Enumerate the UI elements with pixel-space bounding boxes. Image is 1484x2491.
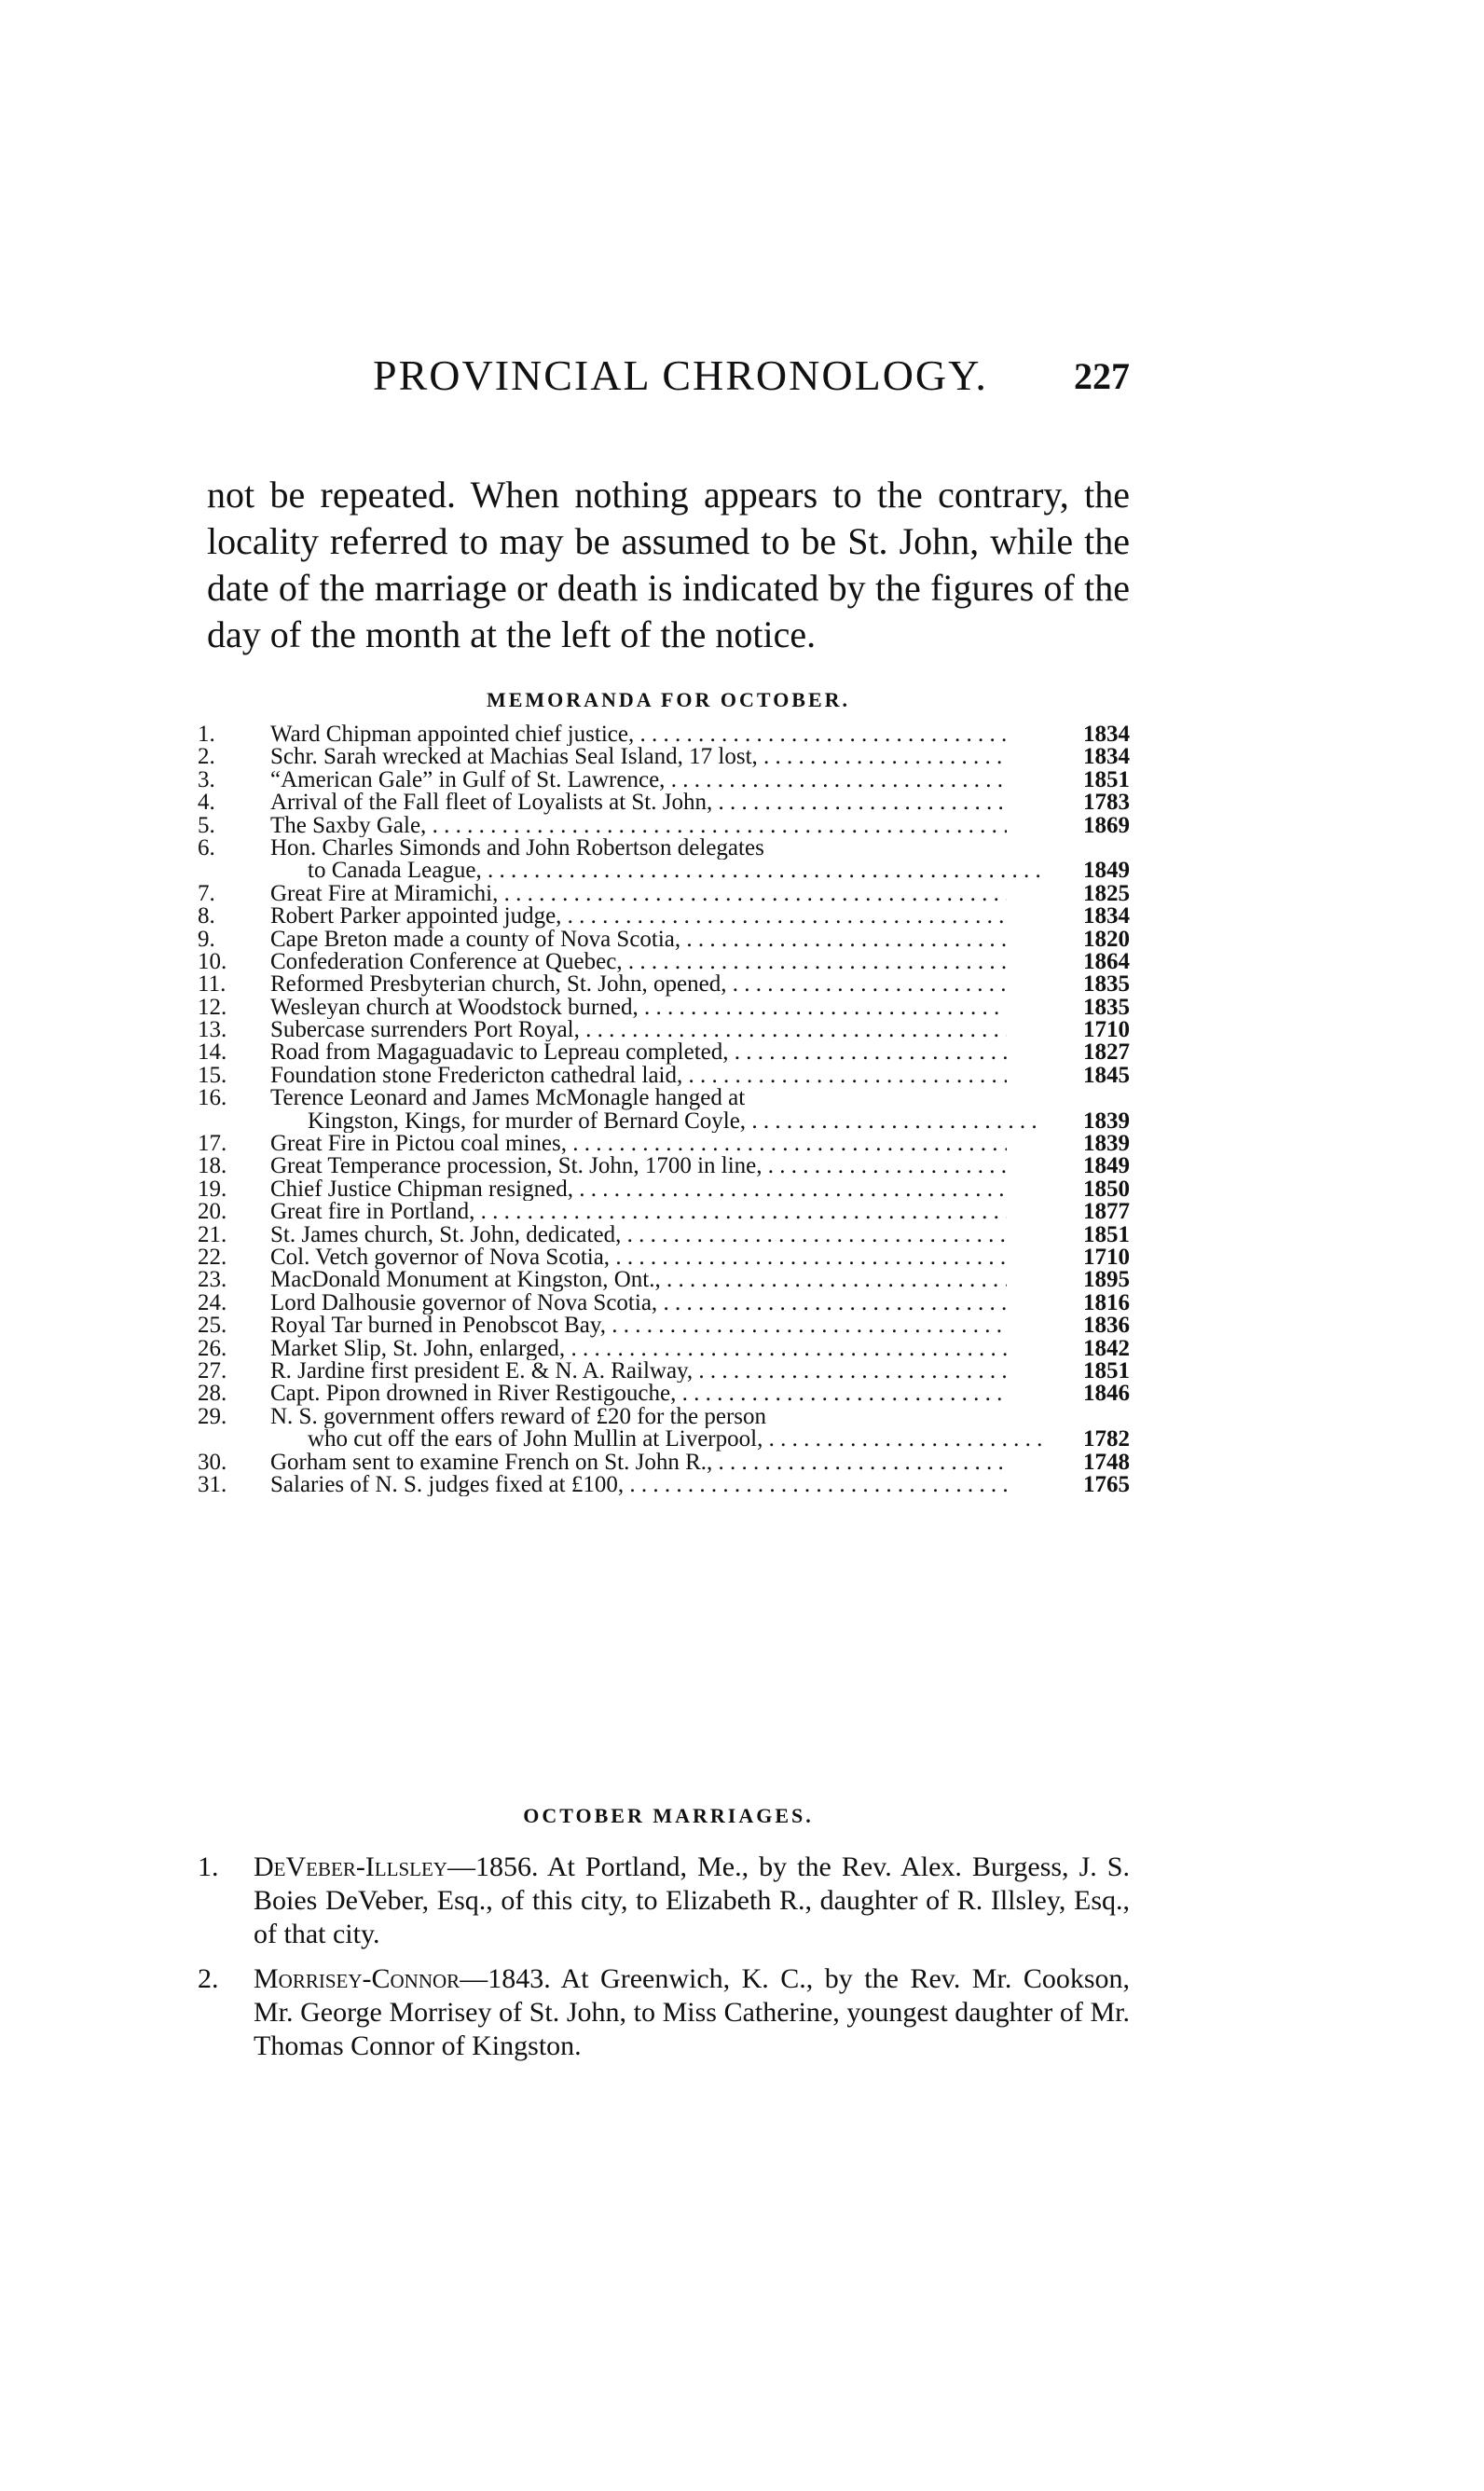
memo-event-text: Gorham sent to examine French on St. John R., . . . <box>270 1452 1007 1474</box>
memo-row <box>198 973 1130 996</box>
memo-row <box>198 1133 1130 1155</box>
memo-event-text: Great Temperance procession, St. John, 1700 in line, . . . <box>270 1155 1007 1177</box>
memo-year: 1710 <box>1083 1017 1130 1043</box>
memo-year: 1849 <box>1083 858 1130 884</box>
memo-day-number: 2. <box>198 744 215 770</box>
marriages-heading: OCTOBER MARRIAGES. <box>523 1804 814 1827</box>
memo-day-number: 6. <box>198 834 215 860</box>
memo-event-text: R. Jardine first president E. & N. A. Railway, . . . <box>270 1360 1007 1383</box>
memo-year: 1782 <box>1083 1426 1130 1452</box>
memo-row <box>198 1428 1130 1451</box>
memo-year: 1835 <box>1083 971 1130 998</box>
memo-row <box>198 1087 1130 1109</box>
memo-year: 1895 <box>1083 1267 1130 1293</box>
marriage-day-number: 1. <box>198 1851 219 1882</box>
memo-row <box>198 812 1130 838</box>
memo-year: 1839 <box>1083 1131 1130 1157</box>
memo-day-number: 7. <box>198 880 215 906</box>
memo-row <box>198 1289 1130 1315</box>
memo-year: 1851 <box>1083 766 1130 792</box>
memo-event-text: Salaries of N. S. judges fixed at £100, . . . <box>270 1474 1007 1496</box>
memo-event-text: Wesleyan church at Woodstock burned, . . . <box>270 997 1007 1019</box>
memo-year: 1851 <box>1083 1221 1130 1247</box>
memo-row <box>198 766 1130 792</box>
memo-year: 1845 <box>1083 1062 1130 1088</box>
memo-year: 1834 <box>1083 744 1130 770</box>
memo-day-number: 8. <box>198 903 215 929</box>
memo-day-number: 10. <box>198 948 227 974</box>
memo-row <box>198 1246 1130 1269</box>
memo-row <box>198 723 1130 746</box>
memo-row <box>198 1201 1130 1223</box>
marriage-day-number: 2. <box>198 1963 219 1994</box>
memo-row <box>198 1314 1130 1337</box>
memo-event-text: Hon. Charles Simonds and John Robertson delegates <box>270 836 764 860</box>
memo-year: 1864 <box>1083 948 1130 974</box>
marriage-body <box>254 1851 1130 1951</box>
memo-event-text: Great Fire in Pictou coal mines, . . . <box>270 1133 1007 1155</box>
memo-event-text: MacDonald Monument at Kingston, Ont., . . . <box>270 1269 1007 1291</box>
memo-row <box>198 994 1130 1020</box>
marriage-body <box>254 1962 1130 2063</box>
memo-year: 1849 <box>1083 1153 1130 1179</box>
memo-row <box>198 1403 1130 1429</box>
memo-year: 1851 <box>1083 1357 1130 1383</box>
memo-day-number: 1. <box>198 722 215 747</box>
memoranda-list <box>198 723 1130 1496</box>
memo-event-text: Great fire in Portland, . . . <box>270 1201 1007 1223</box>
memo-year: 1842 <box>1083 1335 1130 1361</box>
memo-day-number: 22. <box>198 1244 227 1270</box>
memo-year: 1834 <box>1083 903 1130 929</box>
memo-day-number: 18. <box>198 1153 227 1179</box>
running-title: PROVINCIAL CHRONOLOGY. <box>373 351 988 399</box>
memo-day-number: 5. <box>198 812 215 838</box>
memo-day-number: 29. <box>198 1403 227 1429</box>
memo-row <box>198 1019 1130 1041</box>
memo-day-number: 24. <box>198 1289 227 1315</box>
memo-year: 1869 <box>1083 812 1130 838</box>
memo-event-text: Subercase surrenders Port Royal, . . . <box>270 1019 1007 1041</box>
memo-year: 1710 <box>1083 1244 1130 1270</box>
memo-event-text: Cape Breton made a county of Nova Scotia, . . . <box>270 929 1007 951</box>
memo-day-number: 19. <box>198 1176 227 1202</box>
memo-day-number: 4. <box>198 790 215 816</box>
memoranda-heading: MEMORANDA FOR OCTOBER. <box>486 688 851 711</box>
memo-year: 1783 <box>1083 790 1130 816</box>
memo-row <box>198 1383 1130 1405</box>
marriage-entry <box>198 1851 1130 1951</box>
memo-row <box>198 1062 1130 1088</box>
memo-year: 1846 <box>1083 1381 1130 1407</box>
memo-year: 1836 <box>1083 1313 1130 1339</box>
memo-year: 1839 <box>1083 1108 1130 1134</box>
memo-day-number: 17. <box>198 1131 227 1157</box>
memo-year: 1835 <box>1083 994 1130 1020</box>
memo-row <box>198 1357 1130 1383</box>
memo-event-text: Reformed Presbyterian church, St. John, opened, . . . <box>270 973 1007 996</box>
memo-day-number: 20. <box>198 1199 227 1225</box>
memo-event-text: Ward Chipman appointed chief justice, . . . <box>270 723 1007 746</box>
page-number: 227 <box>1074 355 1130 397</box>
memo-event-text: “American Gale” in Gulf of St. Lawrence, . . . <box>270 769 1007 791</box>
memo-year: 1877 <box>1083 1199 1130 1225</box>
memo-row <box>198 1178 1130 1201</box>
memo-day-number: 14. <box>198 1039 227 1066</box>
memo-year: 1825 <box>1083 880 1130 906</box>
memo-event-text: Terence Leonard and James McMonagle hanged at <box>270 1087 746 1110</box>
memo-row <box>198 880 1130 906</box>
marriage-text: —1856. At Portland, Me., by the Rev. Alex. Burgess, J. S. Boies DeVeber, Esq., of this city, to Elizabeth R., daughter of R. Illsley, Esq., of that city. <box>254 1851 1130 1949</box>
memo-event-text: Arrival of the Fall fleet of Loyalists at St. John, . . . <box>270 791 1007 814</box>
marriages-list <box>198 1851 1130 2074</box>
memo-event-text: Royal Tar burned in Penobscot Bay, . . . <box>270 1314 1007 1337</box>
running-head <box>373 351 1130 416</box>
memo-day-number: 9. <box>198 926 215 952</box>
memo-row <box>198 1269 1130 1291</box>
memo-row <box>198 926 1130 952</box>
memo-year: 1748 <box>1083 1449 1130 1475</box>
marriage-text: —1843. At Greenwich, K. C., by the Rev. Mr. Cookson, Mr. George Morrisey of St. John, to Miss Catherine, youngest daughter of Mr. Thomas Connor of Kingston. <box>254 1963 1130 2061</box>
memo-year: 1827 <box>1083 1039 1130 1066</box>
memo-event-text: Kingston, Kings, for murder of Bernard Coyle, . . . <box>308 1110 1044 1133</box>
memo-day-number: 25. <box>198 1313 227 1339</box>
memo-event-text: who cut off the ears of John Mullin at Liverpool, . . . <box>308 1428 1044 1451</box>
memo-year: 1816 <box>1083 1289 1130 1315</box>
memo-event-text: The Saxby Gale, . . . <box>270 815 1007 837</box>
memo-day-number: 16. <box>198 1085 227 1111</box>
memo-event-text: Road from Magaguadavic to Lepreau completed, . . . <box>270 1041 1007 1064</box>
memo-row <box>198 948 1130 974</box>
memo-event-text: Col. Vetch governor of Nova Scotia, . . . <box>270 1246 1007 1269</box>
memo-day-number: 27. <box>198 1357 227 1383</box>
marriage-names: Morrisey-Connor <box>254 1963 460 1994</box>
memo-row <box>198 860 1130 882</box>
memo-event-text: Confederation Conference at Quebec, . . . <box>270 951 1007 973</box>
memo-day-number: 11. <box>198 971 227 998</box>
marriage-names: DeVeber-Illsley <box>254 1851 447 1882</box>
memo-event-text: St. James church, St. John, dedicated, . . . <box>270 1224 1007 1246</box>
memo-event-text: Robert Parker appointed judge, . . . <box>270 905 1007 928</box>
memo-day-number: 28. <box>198 1381 227 1407</box>
memo-event-text: Lord Dalhousie governor of Nova Scotia, . . . <box>270 1292 1007 1314</box>
memo-day-number: 21. <box>198 1221 227 1247</box>
memo-year: 1850 <box>1083 1176 1130 1202</box>
memo-day-number: 31. <box>198 1471 227 1497</box>
memo-event-text: to Canada League, . . . <box>308 860 1044 882</box>
memo-row <box>198 1221 1130 1247</box>
memo-day-number: 12. <box>198 994 227 1020</box>
memo-year: 1834 <box>1083 722 1130 747</box>
memo-year: 1820 <box>1083 926 1130 952</box>
memo-row <box>198 1110 1130 1133</box>
memo-row <box>198 1471 1130 1497</box>
memo-day-number: 23. <box>198 1267 227 1293</box>
intro-paragraph: not be repeated. When nothing appears to the contrary, the locality referred to may be assumed to be St. John, while the date of the marriage or death is indicated by the figures of the day of the month at the left of the notice. <box>207 474 1130 655</box>
memo-day-number: 13. <box>198 1017 227 1043</box>
memo-event-text: Chief Justice Chipman resigned, . . . <box>270 1178 1007 1201</box>
memo-event-text: Great Fire at Miramichi, . . . <box>270 883 1007 905</box>
memo-day-number: 26. <box>198 1335 227 1361</box>
memo-row <box>198 1041 1130 1064</box>
memo-year: 1765 <box>1083 1471 1130 1497</box>
memo-event-text: Market Slip, St. John, enlarged, . . . <box>270 1338 1007 1360</box>
memo-event-text: Capt. Pipon drowned in River Restigouche, . . . <box>270 1383 1007 1405</box>
memo-row <box>198 791 1130 814</box>
memo-day-number: 15. <box>198 1062 227 1088</box>
memo-event-text: N. S. government offers reward of £20 for the person <box>270 1405 767 1429</box>
memo-day-number: 3. <box>198 766 215 792</box>
memo-row <box>198 746 1130 768</box>
memo-row <box>198 1155 1130 1177</box>
marriage-entry <box>198 1962 1130 2063</box>
memo-row <box>198 1335 1130 1361</box>
memo-row <box>198 1449 1130 1475</box>
memo-event-text: Foundation stone Fredericton cathedral laid, . . . <box>270 1065 1007 1087</box>
memo-event-text: Schr. Sarah wrecked at Machias Seal Island, 17 lost, . . . <box>270 746 1007 768</box>
memo-row <box>198 834 1130 860</box>
memo-row <box>198 905 1130 928</box>
memo-day-number: 30. <box>198 1449 227 1475</box>
